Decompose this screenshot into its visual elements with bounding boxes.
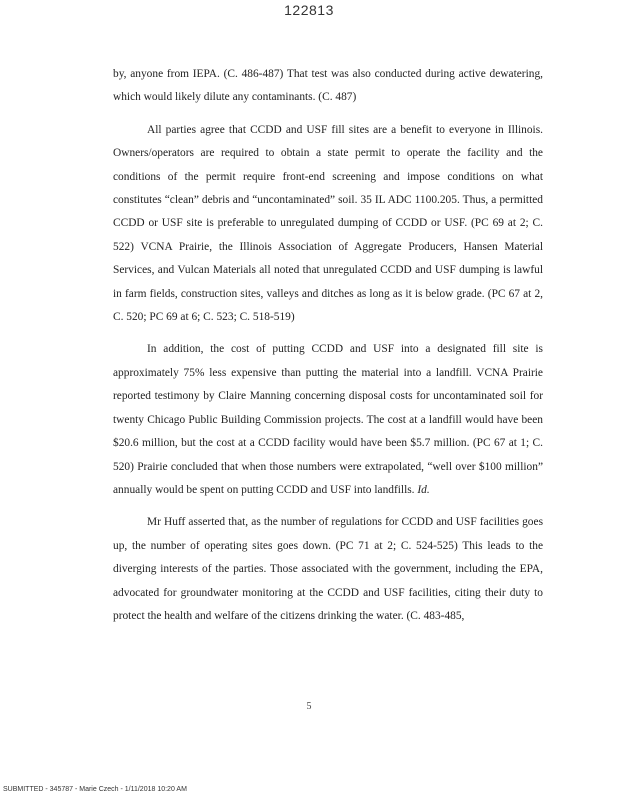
paragraph-3-text: In addition, the cost of putting CCDD and USF into a designated fill site is approximately 75% less expensive than putting the material into a landfill. VCNA Prairie reported testimony by Claire Manning concerning disposal costs for uncontaminated soil for twenty Chicago Public Building Commission projects. The cost at a landfill would have been $20.6 million, but the cost at a CCDD facility would have been $5.7 million. (PC 67 at 1; C. 520) Prairie concluded that when those numbers were extrapolated, “well over $100 million” annually would be spent on putting CCDD and USF into landfills. [113,343,543,496]
paragraph-4: Mr Huff asserted that, as the number of regulations for CCDD and USF facilities goes up, the number of operating sites goes down. (PC 71 at 2; C. 524-525) This leads to the diverging interests of the parties. Those associated with the government, including the EPA, advocated for groundwater monitoring at the CCDD and USF facilities, citing their duty to protect the health and welfare of the citizens drinking the water. (C. 483-485, [113,516,543,622]
paragraph-2: All parties agree that CCDD and USF fill sites are a benefit to everyone in Illinois. Owners/operators are required to obtain a state permit to operate the facility and the conditions of the permit require front-end screening and impose conditions on what constitutes “clean” debris and “uncontaminated” soil. 35 IL ADC 1100.205. Thus, a permitted CCDD or USF site is preferable to unregulated dumping of CCDD or USF. (PC 69 at 2; C. 522) VCNA Prairie, the Illinois Association of Aggregate Producers, Hansen Material Services, and Vulcan Materials all noted that unregulated CCDD and USF dumping is lawful in farm fields, construction sites, valleys and ditches as long as it is below grade. (PC 67 at 2, C. 520; PC 69 at 6; C. 523; C. 518-519) [113,123,543,324]
paragraph-3 [113,338,543,502]
page-number: 5 [306,701,312,712]
document-number: 122813 [284,2,334,18]
paragraph-3-citation: Id. [417,483,430,496]
paragraph-1: by, anyone from IEPA. (C. 486-487) That test was also conducted during active dewatering, which would likely dilute any contaminants. (C. 487) [113,68,543,104]
submission-stamp: SUBMITTED - 345787 - Marie Czech - 1/11/2018 10:20 AM [3,786,187,793]
document-body [113,63,543,628]
